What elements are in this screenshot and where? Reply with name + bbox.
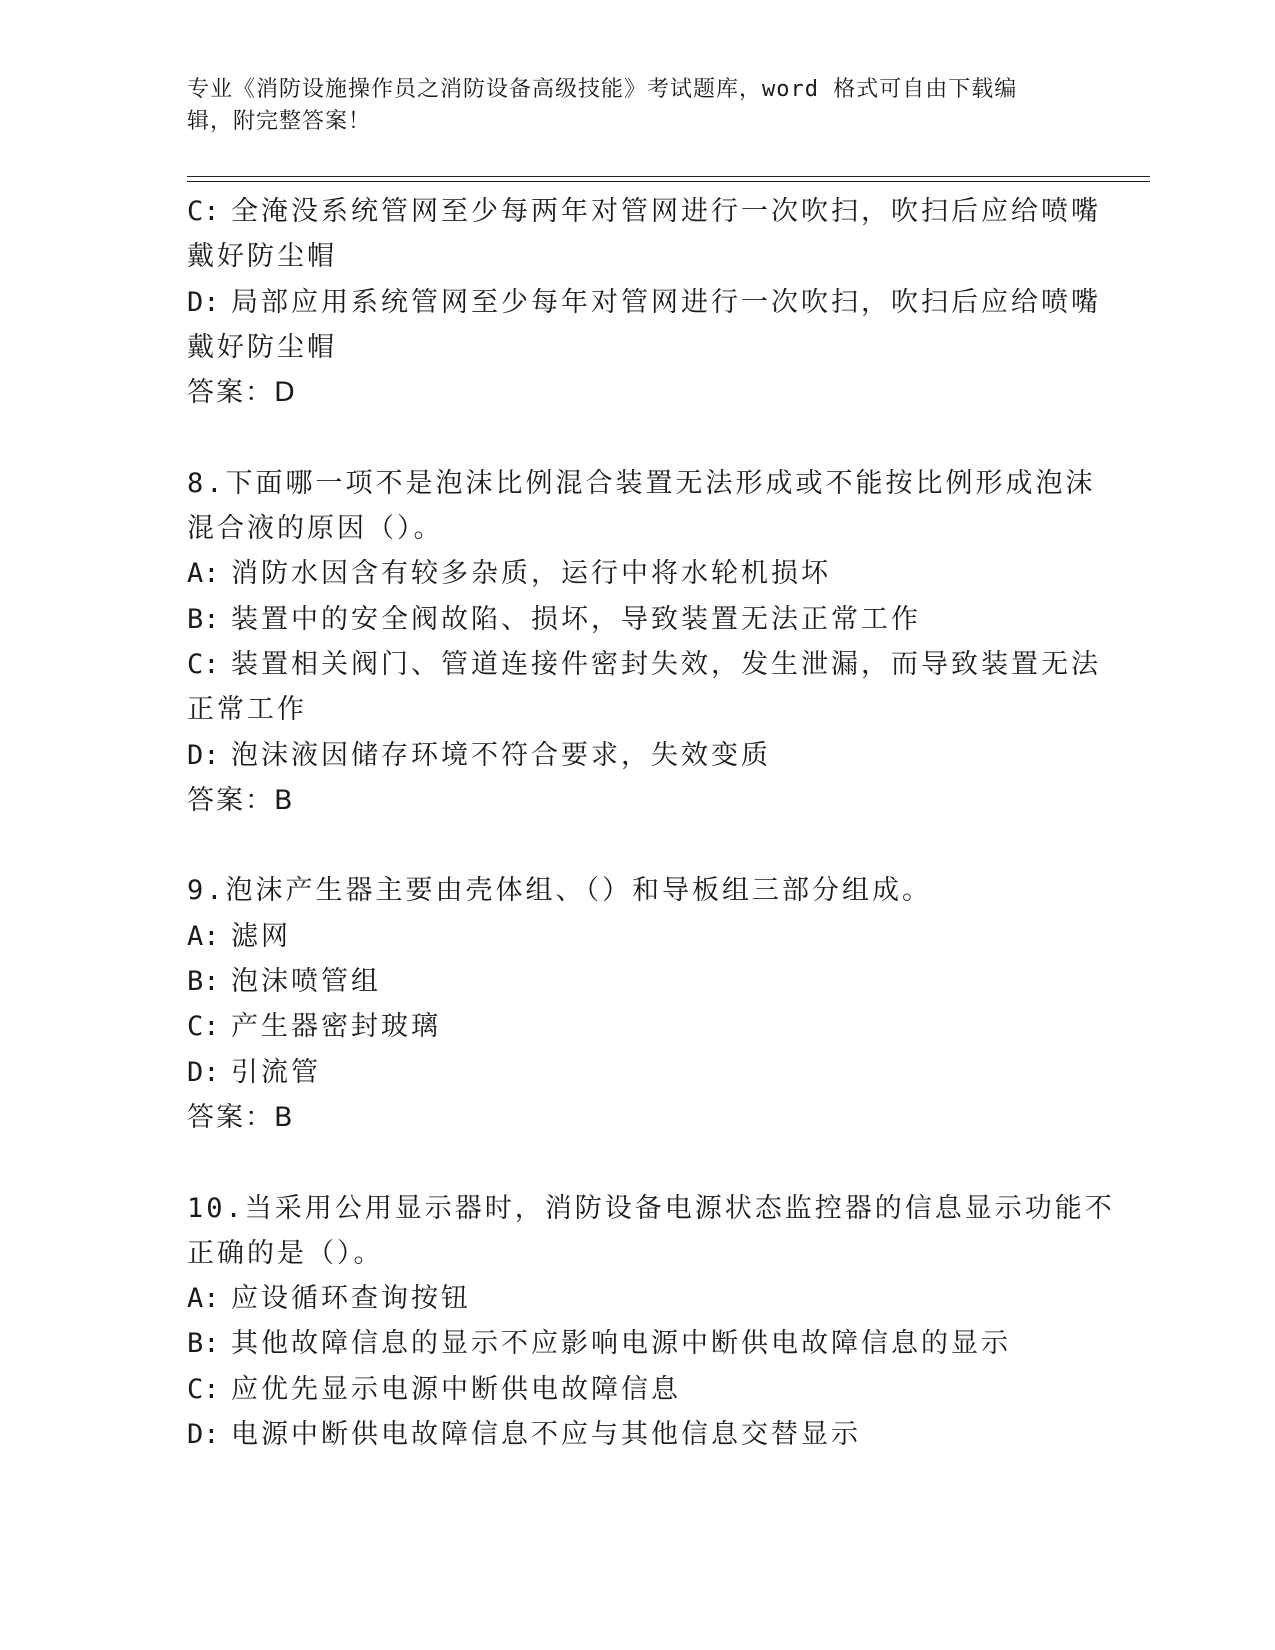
option-letter: B:	[187, 1328, 220, 1360]
option-text: 全淹没系统管网至少每两年对管网进行一次吹扫，吹扫后应给喷嘴	[231, 196, 1101, 227]
question-9	[187, 868, 1087, 1140]
option-text: 电源中断供电故障信息不应与其他信息交替显示	[231, 1419, 861, 1451]
option-letter: C:	[187, 648, 220, 680]
question-8	[187, 461, 1101, 823]
option-text: 引流管	[231, 1056, 321, 1088]
question-stem: 正确的是（）。	[187, 1237, 384, 1269]
option-letter: A:	[187, 558, 220, 590]
question-stem: 9.泡沫产生器主要由壳体组、（）和导板组三部分组成。	[187, 875, 933, 907]
option-letter: A:	[187, 920, 220, 952]
option-text: 泡沫喷管组	[231, 966, 381, 998]
answer-line	[187, 778, 1087, 823]
option-letter: C:	[187, 1011, 220, 1043]
option-d-prev	[187, 280, 1101, 371]
option-letter: D:	[187, 1056, 220, 1088]
answer-label: 答案：	[187, 1101, 274, 1133]
option-letter: D:	[187, 1419, 220, 1451]
answer-label: 答案：	[187, 377, 274, 409]
option-text: 戴好防尘帽	[187, 241, 337, 273]
option-text: 其他故障信息的显示不应影响电源中断供电故障信息的显示	[231, 1328, 1011, 1360]
question-stem: 10.当采用公用显示器时，消防设备电源状态监控器的信息显示功能不	[187, 1192, 1115, 1224]
spacer	[187, 823, 1087, 868]
option-c-prev	[187, 189, 1101, 280]
option-text: 应设循环查询按钮	[231, 1283, 471, 1315]
answer-line	[187, 370, 1087, 415]
option-text: 装置相关阀门、管道连接件密封失效，发生泄漏，而导致装置无法	[231, 648, 1101, 680]
option-letter: C:	[187, 196, 220, 227]
option-text: 戴好防尘帽	[187, 331, 337, 363]
option-text: 局部应用系统管网至少每年对管网进行一次吹扫，吹扫后应给喷嘴	[231, 286, 1101, 318]
option-text: 滤网	[231, 920, 291, 952]
header-line-1: 专业《消防设施操作员之消防设备高级技能》考试题库，word 格式可自由下载编	[187, 77, 1018, 102]
option-letter: B:	[187, 603, 220, 635]
question-stem: 8.下面哪一项不是泡沫比例混合装置无法形成或不能按比例形成泡沫	[187, 467, 1096, 499]
option-text: 产生器密封玻璃	[231, 1011, 441, 1043]
answer-value: D	[274, 377, 298, 409]
option-text: 泡沫液因储存环境不符合要求，失效变质	[231, 739, 771, 771]
answer-line	[187, 1095, 1087, 1140]
option-letter: D:	[187, 286, 220, 318]
spacer	[187, 415, 1087, 460]
question-10	[187, 1186, 1115, 1458]
option-letter: A:	[187, 1283, 220, 1315]
document-header	[187, 74, 1067, 138]
header-line-2: 辑，附完整答案！	[187, 109, 372, 134]
option-text: 消防水因含有较多杂质，运行中将水轮机损坏	[231, 558, 831, 590]
option-text: 装置中的安全阀故陷、损坏，导致装置无法正常工作	[231, 603, 921, 635]
answer-value: B	[274, 784, 296, 816]
header-divider-bottom	[187, 181, 1150, 182]
option-letter: D:	[187, 739, 220, 771]
option-letter: B:	[187, 966, 220, 998]
header-divider-top	[187, 176, 1150, 177]
option-text: 应优先显示电源中断供电故障信息	[231, 1373, 681, 1405]
answer-value: B	[274, 1101, 296, 1133]
question-stem: 混合液的原因（）。	[187, 513, 444, 545]
exam-content	[187, 189, 1115, 1457]
spacer	[187, 1140, 1087, 1185]
option-text: 正常工作	[187, 694, 307, 726]
answer-label: 答案：	[187, 784, 274, 816]
option-letter: C:	[187, 1373, 220, 1405]
